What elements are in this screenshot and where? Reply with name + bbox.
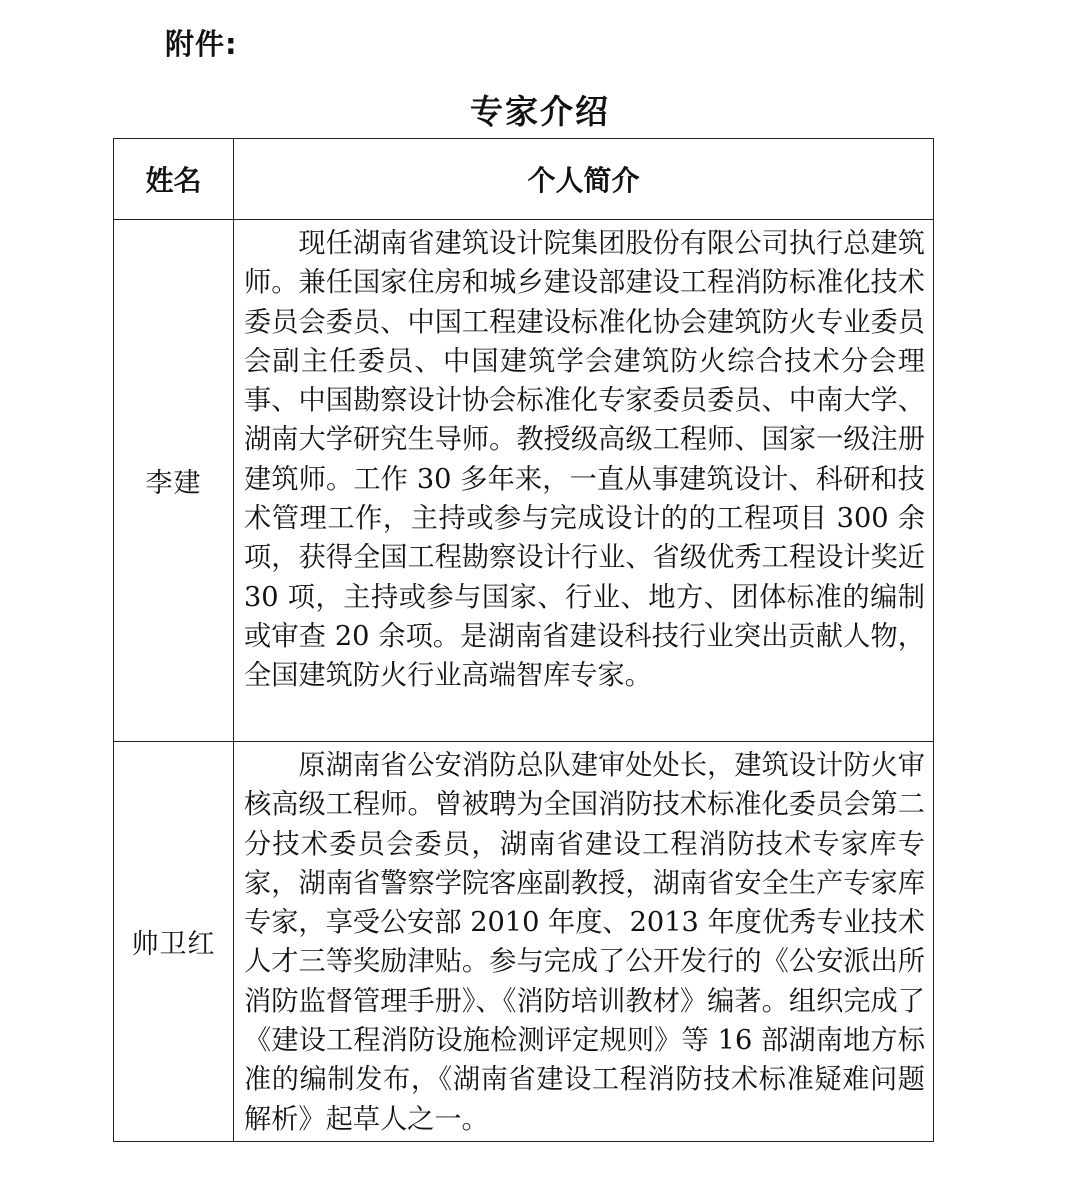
document-title: 专家介绍 [470,92,610,131]
table-row [114,220,934,742]
experts-table [113,138,934,1142]
expert-name: 帅卫红 [114,742,234,1142]
table-header-row [114,139,934,220]
expert-bio: 现任湖南省建筑设计院集团股份有限公司执行总建筑师。兼任国家住房和城乡建设部建设工程消防标准化技术委员会委员、中国工程建设标准化协会建筑防火专业委员会副主任委员、中国建筑学会建筑防火综合技术分会理事、中国勘察设计协会标准化专家委员委员、中南大学、湖南大学研究生导师。教授级高级工程师、国家一级注册建筑师。工作 30 多年来，一直从事建筑设计、科研和技术管理工作，主持或参与完成设计的的工程项目 300 余项，获得全国工程勘察设计行业、省级优秀工程设计奖近 30 项，主持或参与国家、行业、地方、团体标准的编制或审查 20 余项。是湖南省建设科技行业突出贡献人物，全国建筑防火行业高端智库专家。 [234,220,934,742]
header-bio: 个人简介 [234,139,934,220]
attachment-label: 附件: [165,27,238,61]
header-name: 姓名 [114,139,234,220]
table-row [114,742,934,1142]
expert-bio: 原湖南省公安消防总队建审处处长，建筑设计防火审核高级工程师。曾被聘为全国消防技术标准化委员会第二分技术委员会委员，湖南省建设工程消防技术专家库专家，湖南省警察学院客座副教授，湖南省安全生产专家库专家，享受公安部 2010 年度、2013 年度优秀专业技术人才三等奖励津贴。参与完成了公开发行的《公安派出所消防监督管理手册》、《消防培训教材》编著。组织完成了《建设工程消防设施检测评定规则》等 16 部湖南地方标准的编制发布，《湖南省建设工程消防技术标准疑难问题解析》起草人之一。 [234,742,934,1142]
expert-name: 李建 [114,220,234,742]
